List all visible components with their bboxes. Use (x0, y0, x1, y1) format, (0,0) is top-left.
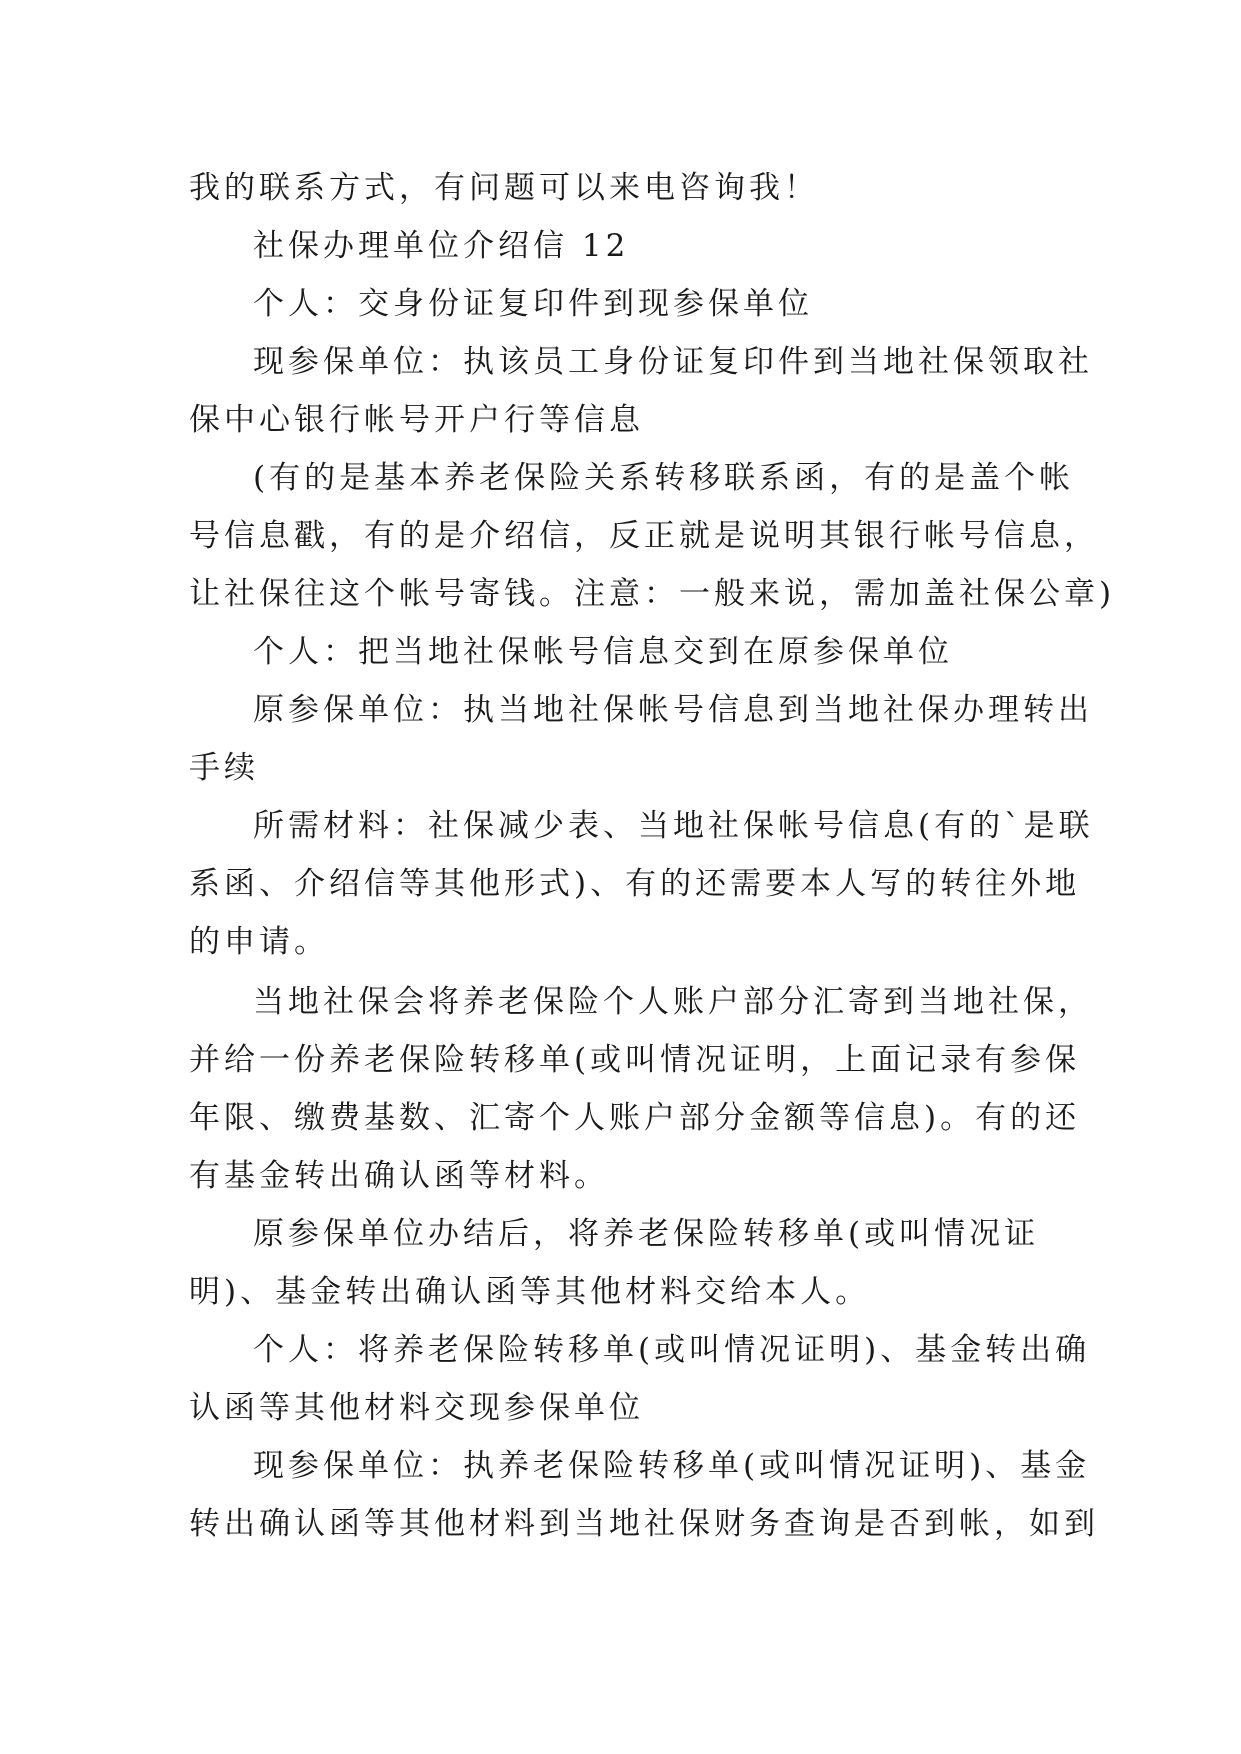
text-line: 现参保单位：执该员工身份证复印件到当地社保领取社 (253, 344, 1093, 380)
text-line: 有基金转出确认函等材料。 (189, 1158, 609, 1194)
text-line: 并给一份养老保险转移单(或叫情况证明，上面记录有参保 (189, 1042, 1081, 1078)
text-line: 明)、基金转出确认函等其他材料交给本人。 (189, 1274, 871, 1310)
text-line: 个人：把当地社保帐号信息交到在原参保单位 (253, 634, 953, 670)
text-line: 个人：将养老保险转移单(或叫情况证明)、基金转出确 (253, 1332, 1091, 1368)
text-line: (有的是基本养老保险关系转移联系函，有的是盖个帐 (253, 460, 1075, 496)
text-line: 现参保单位：执养老保险转移单(或叫情况证明)、基金 (253, 1448, 1091, 1484)
text-line: 手续 (189, 750, 259, 786)
text-line: 我的联系方式，有问题可以来电咨询我！ (189, 170, 819, 206)
text-line: 年限、缴费基数、汇寄个人账户部分金额等信息)。有的还 (189, 1100, 1081, 1136)
text-line: 转出确认函等其他材料到当地社保财务查询是否到帐，如到 (189, 1506, 1099, 1542)
text-line: 系函、介绍信等其他形式)、有的还需要本人写的转往外地 (189, 866, 1081, 902)
text-line: 的申请。 (189, 924, 329, 960)
text-line: 所需材料：社保减少表、当地社保帐号信息(有的`是联 (253, 808, 1094, 844)
text-line: 当地社保会将养老保险个人账户部分汇寄到当地社保， (253, 984, 1093, 1020)
text-line: 号信息戳，有的是介绍信，反正就是说明其银行帐号信息， (189, 518, 1099, 554)
text-line: 保中心银行帐号开户行等信息 (189, 402, 644, 438)
text-line: 原参保单位：执当地社保帐号信息到当地社保办理转出 (253, 692, 1093, 728)
text-line: 社保办理单位介绍信 12 (253, 228, 630, 264)
text-line: 个人：交身份证复印件到现参保单位 (253, 286, 813, 322)
text-line: 认函等其他材料交现参保单位 (189, 1390, 644, 1426)
text-line: 让社保往这个帐号寄钱。注意：一般来说，需加盖社保公章) (189, 576, 1116, 612)
text-line: 原参保单位办结后，将养老保险转移单(或叫情况证 (253, 1216, 1040, 1252)
